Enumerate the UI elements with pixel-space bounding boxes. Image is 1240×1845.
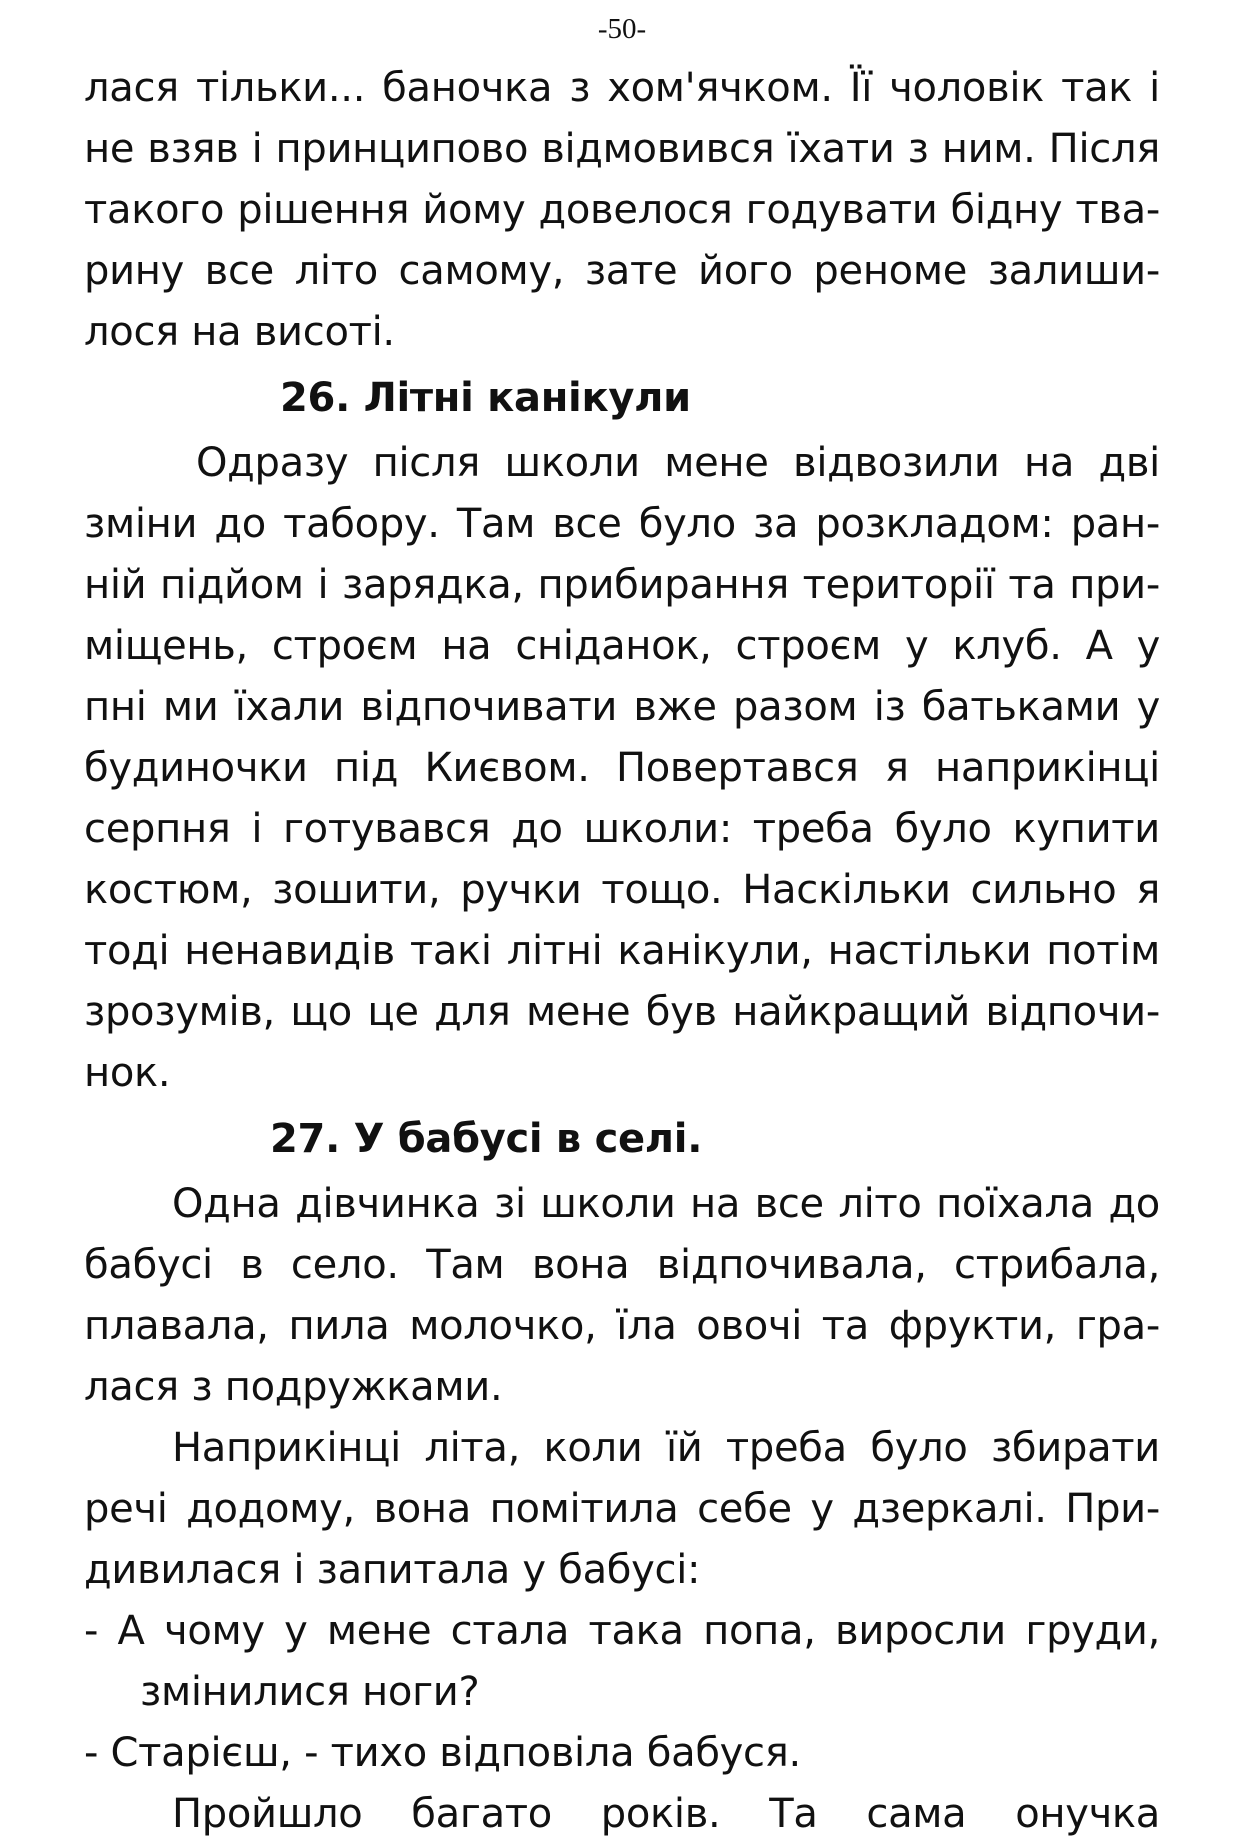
dialogue-line: - Старієш, - тихо відповіла бабуся. xyxy=(84,1730,801,1776)
text-line: рину все літо самому, зате його реноме залиши- xyxy=(84,248,1160,294)
text-line: міщень, строєм на сніданок, строєм у клуб. А у xyxy=(84,623,1160,669)
text-line: зміни до табору. Там все було за розкладом: ран- xyxy=(84,501,1160,547)
text-line: зрозумів, що це для мене був найкращий відпочи- xyxy=(84,989,1160,1035)
text-line: бабусі в село. Там вона відпочивала, стрибала, xyxy=(84,1242,1160,1288)
document-page xyxy=(84,0,1160,1837)
dialogue-line: - А чому у мене стала така попа, виросли груди, xyxy=(84,1608,1160,1654)
text-line: лася тільки... баночка з хом'ячком. Її чоловік так і xyxy=(84,65,1160,111)
text-line: не взяв і принципово відмовився їхати з ним. Після xyxy=(84,126,1160,172)
text-line: лася з подружками. xyxy=(84,1364,503,1410)
text-line: плавала, пила молочко, їла овочі та фрукти, гра- xyxy=(84,1303,1160,1349)
text-line: Одразу після школи мене відвозили на дві xyxy=(196,440,1160,486)
section-heading-27: 27. У бабусі в селі. xyxy=(270,1116,703,1162)
intro-paragraph xyxy=(84,58,1160,363)
section-26-text xyxy=(84,433,1160,1104)
text-line: Одна дівчинка зі школи на все літо поїхала до xyxy=(172,1181,1160,1227)
text-line: лося на висоті. xyxy=(84,309,395,355)
text-line: будиночки під Києвом. Повертався я наприкінці xyxy=(84,745,1160,791)
text-line: Пройшло багато років. Та сама онучка xyxy=(172,1791,1160,1837)
text-line: нок. xyxy=(84,1050,171,1096)
text-line: тоді ненавидів такі літні канікули, настільки потім xyxy=(84,928,1160,974)
section-27-text xyxy=(84,1174,1160,1845)
text-line: речі додому, вона помітила себе у дзеркалі. При- xyxy=(84,1486,1160,1532)
page-number: -50- xyxy=(597,13,647,45)
text-line: Наприкінці літа, коли їй треба було збирати xyxy=(172,1425,1160,1471)
text-line: костюм, зошити, ручки тощо. Наскільки сильно я xyxy=(84,867,1160,913)
text-line: такого рішення йому довелося годувати бідну тва- xyxy=(84,187,1160,233)
text-line: серпня і готувався до школи: треба було купити xyxy=(84,806,1160,852)
dialogue-continuation: змінилися ноги? xyxy=(140,1669,480,1715)
text-line: пні ми їхали відпочивати вже разом із батьками у xyxy=(84,684,1160,730)
section-heading-26: 26. Літні канікули xyxy=(280,375,691,421)
text-line: ній підйом і зарядка, прибирання території та при- xyxy=(84,562,1160,608)
text-line: дивилася і запитала у бабусі: xyxy=(84,1547,701,1593)
